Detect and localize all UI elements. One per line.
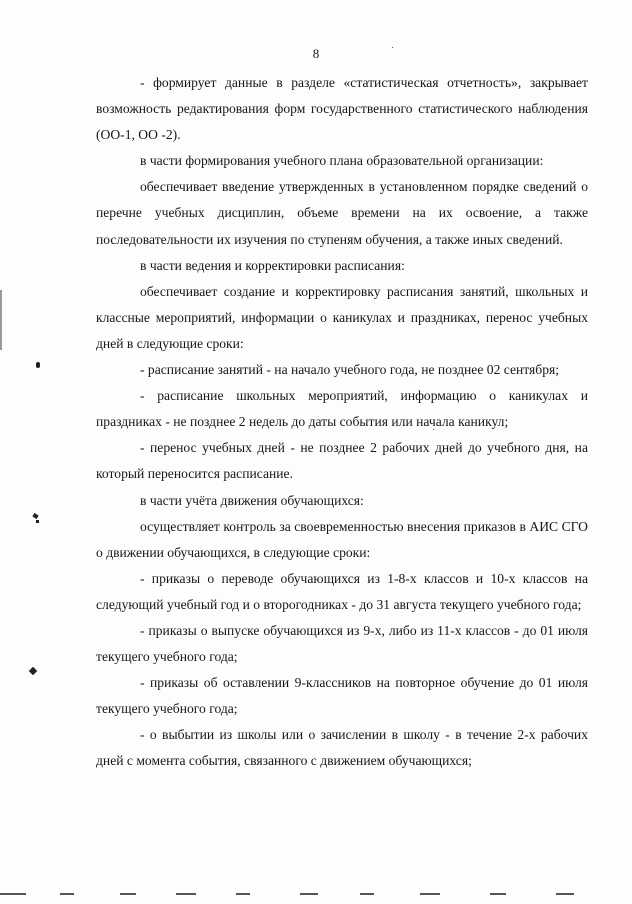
paragraph-student-movement: осуществляет контроль за своевременностью внесения приказов в АИС СГО о движении обучающихся, в следующие сроки: xyxy=(96,518,588,560)
page-number: 8 xyxy=(312,46,320,61)
scan-bottom-mark xyxy=(300,893,318,895)
scan-bottom-mark xyxy=(120,893,136,895)
scan-speck xyxy=(32,513,38,519)
list-item-events-schedule: - расписание школьных мероприятий, информацию о каникулах и праздниках - не позднее 2 недель до даты события или начала каникул; xyxy=(96,388,588,430)
scan-bottom-mark xyxy=(360,893,374,895)
heading-student-movement: в части учёта движения обучающихся: xyxy=(140,492,364,508)
paragraph-curriculum: обеспечивает введение утвержденных в установленном порядке сведений о перечне учебных дисциплин, объеме времени на их освоение, а также последовательности их изучения по ступеням обучения, а также иных сведений. xyxy=(96,179,588,247)
scan-bottom-mark xyxy=(0,893,26,895)
list-item-day-transfer: - перенос учебных дней - не позднее 2 рабочих дней до учебного дня, на который переносится расписание. xyxy=(96,440,588,482)
list-item-graduation-orders: - приказы о выпуске обучающихся из 9-х, либо из 11-х классов - до 01 июля текущего учебного года; xyxy=(96,622,588,665)
scan-bottom-mark xyxy=(420,893,440,895)
scan-bottom-mark xyxy=(236,893,250,895)
list-item-repeat-orders: - приказы об оставлении 9-классников на повторное обучение до 01 июля текущего учебного года; xyxy=(96,675,588,717)
scan-speck xyxy=(29,667,37,675)
paragraph-schedule: обеспечивает создание и корректировку расписания занятий, школьных и классные мероприятий, информации о каникулах и праздниках, перенос учебных дней в следующие сроки: xyxy=(96,283,588,351)
scan-bottom-mark xyxy=(556,893,574,895)
scan-dot xyxy=(392,47,393,48)
list-item-transfer-orders: - приказы о переводе обучающихся из 1-8-х классов и 10-х классов на следующий учебный год и о второгодниках - до 31 августа текущего учебного года; xyxy=(96,570,588,612)
list-item-lesson-schedule: - расписание занятий - на начало учебного года, не позднее 02 сентября; xyxy=(140,362,560,378)
paragraph-statistics: - формирует данные в разделе «статистическая отчетность», закрывает возможность редактирования форм государственного статистического наблюдения (ОО-1, ОО -2). xyxy=(96,75,588,143)
document-body xyxy=(96,70,588,775)
scan-edge-mark xyxy=(0,290,2,350)
scan-dot xyxy=(433,429,434,430)
scan-bottom-mark xyxy=(60,893,74,895)
list-item-withdrawal-orders: - о выбытии из школы или о зачислении в школу - в течение 2-х рабочих дней с момента события, связанного с движением обучающихся; xyxy=(96,727,588,769)
scan-speck xyxy=(36,362,40,368)
heading-curriculum: в части формирования учебного плана образовательной организации: xyxy=(140,153,544,169)
scan-bottom-mark xyxy=(176,893,196,895)
scan-bottom-mark xyxy=(490,893,506,895)
scan-speck xyxy=(36,520,39,523)
heading-schedule: в части ведения и корректировки расписания: xyxy=(140,257,405,273)
